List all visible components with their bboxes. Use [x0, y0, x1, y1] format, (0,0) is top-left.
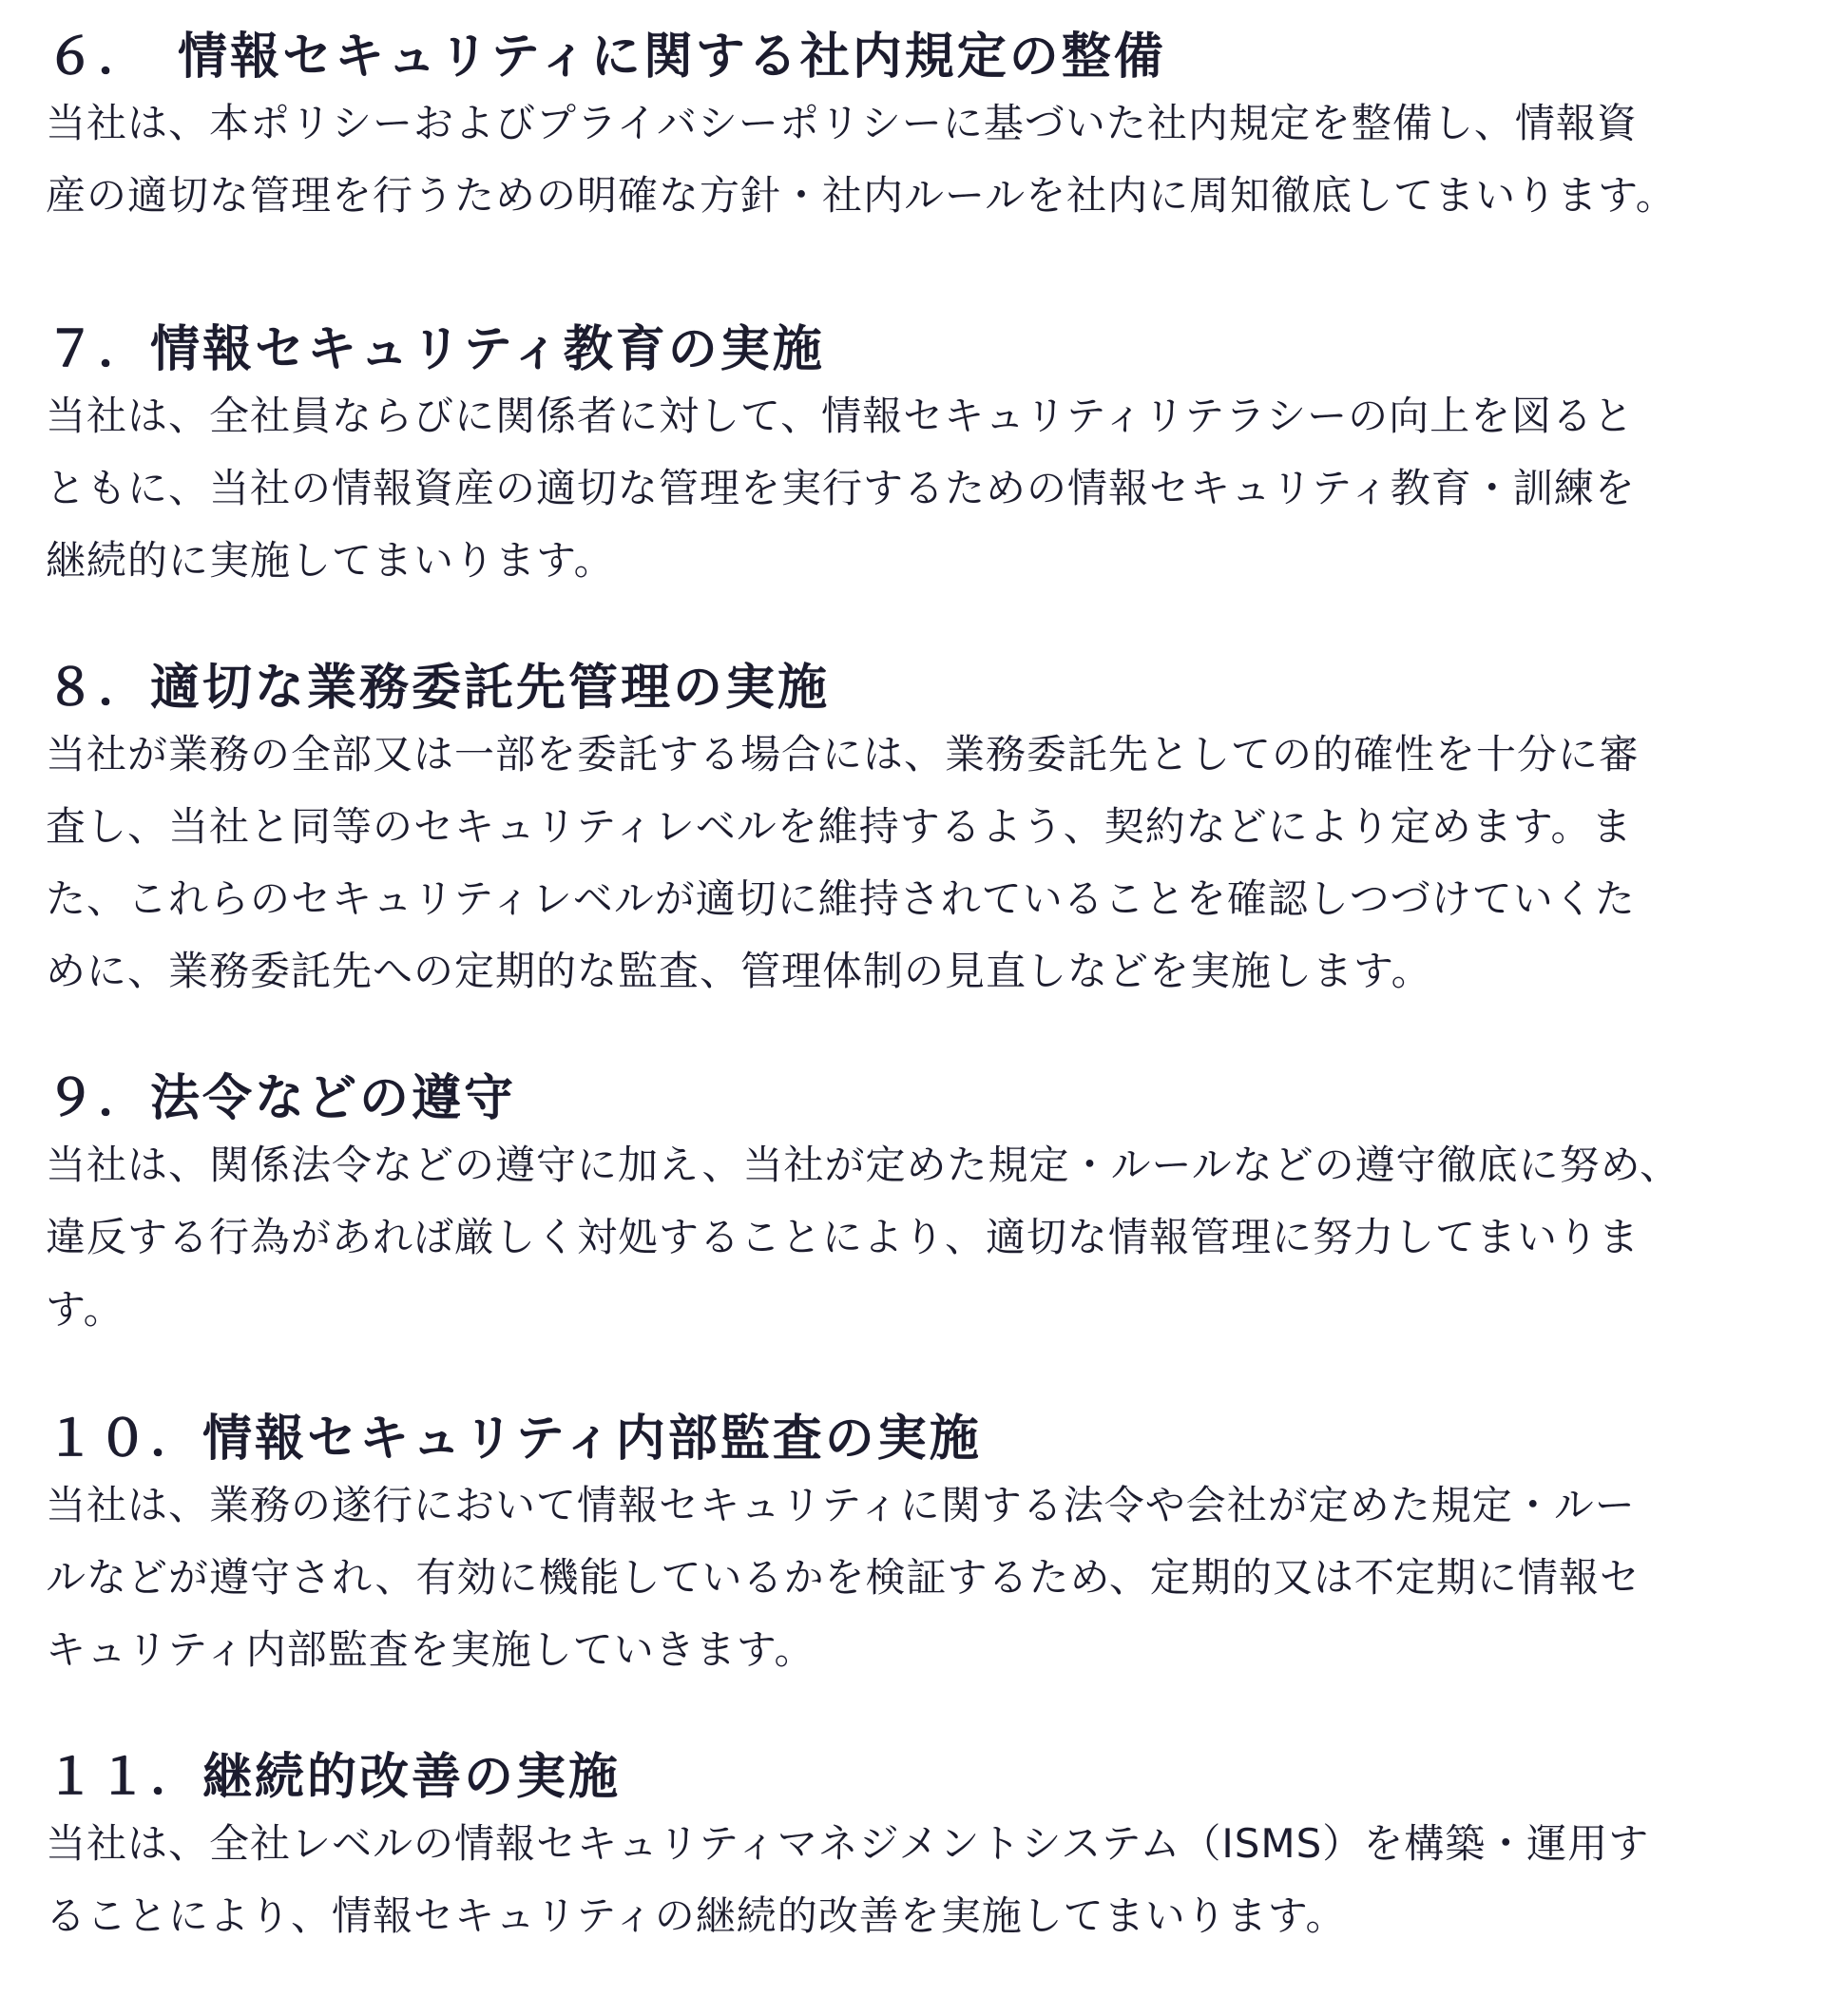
section-body [46, 1469, 1804, 1686]
body-line: 継続的に実施してまいります。 [46, 537, 615, 584]
body-line: 当社は、全社レベルの情報セキュリティマネジメントシステム（ISMS）を構築・運用す [46, 1820, 1650, 1867]
body-line: ともに、当社の情報資産の適切な管理を実行するための情報セキュリティ教育・訓練を [46, 465, 1636, 511]
section-11-continuous-improvement [46, 1747, 1804, 1952]
body-line: 当社は、本ポリシーおよびプライバシーポリシーに基づいた社内規定を整備し、情報資 [46, 100, 1638, 146]
body-line: 査し、当社と同等のセキュリティレベルを維持するよう、契約などにより定めます。ま [46, 803, 1633, 850]
section-body [46, 719, 1804, 1008]
body-line: ることにより、情報セキュリティの継続的改善を実施してまいります。 [46, 1892, 1347, 1939]
body-line: 当社は、関係法令などの遵守に加え、当社が定めた規定・ルールなどの遵守徹底に努め、 [46, 1142, 1681, 1188]
section-body [46, 87, 1804, 232]
body-line: す。 [46, 1286, 125, 1333]
section-heading: １１．継続的改善の実施 [46, 1749, 622, 1806]
body-line: キュリティ内部監査を実施していきます。 [46, 1626, 816, 1673]
body-line: ルなどが遵守され、有効に機能しているかを検証するため、定期的又は不定期に情報セ [46, 1554, 1641, 1601]
section-7-security-education [46, 319, 1804, 597]
section-10-internal-audit [46, 1409, 1804, 1686]
body-line: 当社は、全社員ならびに関係者に対して、情報セキュリティリテラシーの向上を図ると [46, 393, 1635, 439]
section-9-legal-compliance [46, 1068, 1804, 1346]
section-heading: １０．情報セキュリティ内部監査の実施 [46, 1411, 982, 1468]
section-heading: ６． 情報セキュリティに関する社内規定の整備 [46, 29, 1166, 86]
section-body [46, 380, 1804, 597]
body-line: 当社は、業務の遂行において情報セキュリティに関する法令や会社が定めた規定・ルー [46, 1482, 1636, 1528]
section-heading: ８．適切な業務委託先管理の実施 [46, 660, 831, 717]
body-line: 当社が業務の全部又は一部を委託する場合には、業務委託先としての的確性を十分に審 [46, 731, 1641, 778]
body-line: た、これらのセキュリティレベルが適切に維持されていることを確認しつづけていくた [46, 875, 1636, 922]
section-body [46, 1129, 1804, 1346]
body-line: 違反する行為があれば厳しく対処することにより、適切な情報管理に努力してまいりま [46, 1214, 1641, 1260]
body-line: 産の適切な管理を行うための明確な方針・社内ルールを社内に周知徹底してまいります。 [46, 172, 1677, 219]
section-6-internal-regulations [46, 27, 1804, 232]
section-heading: ９．法令などの遵守 [46, 1070, 517, 1127]
section-heading: ７．情報セキュリティ教育の実施 [46, 321, 825, 378]
section-body [46, 1808, 1804, 1952]
body-line: めに、業務委託先への定期的な監査、管理体制の見直しなどを実施します。 [46, 948, 1432, 994]
section-8-contractor-management [46, 658, 1804, 1008]
